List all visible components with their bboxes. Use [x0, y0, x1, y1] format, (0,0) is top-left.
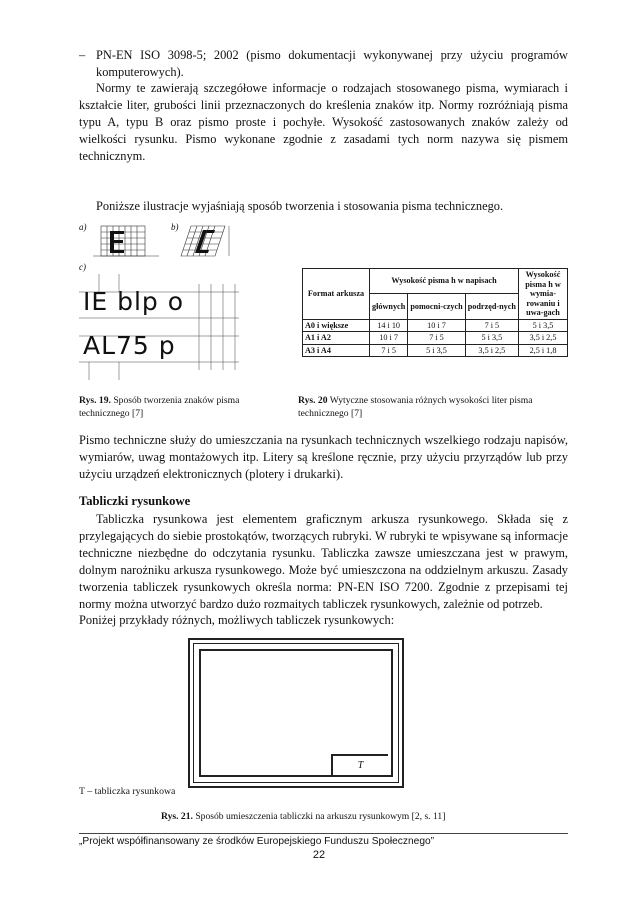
- header-auxiliary: pomocni-czych: [408, 294, 465, 319]
- figure-21-caption: [161, 810, 445, 823]
- figure-19-caption-text: Sposób tworzenia znaków pisma technicznego [7]: [79, 395, 240, 419]
- figure-21-drawing: [188, 638, 404, 788]
- header-height-inscription: Wysokość pisma h w napisach: [370, 269, 519, 294]
- cell-dim: 2,5 i 1,8: [519, 344, 568, 357]
- cell-main: 7 i 5: [370, 344, 408, 357]
- header-main: głównych: [370, 294, 408, 319]
- table-row: [303, 319, 568, 332]
- footer-text: „Projekt współfinansowany ze środków Europejskiego Funduszu Społecznego”: [79, 836, 435, 847]
- figure-19-label-c: c): [79, 262, 86, 272]
- figure-19-sample-line-1: IE blp o: [83, 287, 185, 316]
- cell-sub: 7 i 5: [465, 319, 518, 332]
- figure-21-caption-number: Rys. 21.: [161, 811, 193, 822]
- cell-sub: 5 i 3,5: [465, 332, 518, 345]
- figure-20-caption-text: Wytyczne stosowania różnych wysokości liter pisma technicznego [7]: [298, 395, 533, 419]
- paragraph-norms: Normy te zawierają szczegółowe informacje o rodzajach stosowanego pisma, wymiarach i kształcie liter, grubości linii przeznaczonych do kreślenia znaków itp. Normy rozróżniają pisma typu A, typu B oraz pismo proste i pochyłe. Wysokość zastosowanych znaków zależy od wielkości rysunku. Pismo wykonane zgodnie z zasadami tych norm nazywa się pismem technicznym.: [79, 81, 568, 163]
- paragraph-technical-lettering: Pismo techniczne służy do umieszczania na rysunkach technicznych wszelkiego rodzaju napisów, wymiarów, uwag montażowych itp. Litery są kreślone ręcznie, przy użyciu przyrządów lub przy użyciu urządzeń elektronicznych (plotery i drukarki).: [79, 433, 568, 481]
- cell-main: 14 i 10: [370, 319, 408, 332]
- cell-aux: 5 i 3,5: [408, 344, 465, 357]
- bullet-text: PN-EN ISO 3098-5; 2002 (pismo dokumentacji wykonywanej przy użyciu programów komputerowych).: [96, 48, 568, 79]
- figure-20-caption-number: Rys. 20: [298, 395, 328, 406]
- figure-21-caption-text: Sposób umieszczenia tabliczki na arkuszu rysunkowym [2, s. 11]: [195, 811, 446, 822]
- cell-sub: 3,5 i 2,5: [465, 344, 518, 357]
- header-subordinate: podrzęd-nych: [465, 294, 518, 319]
- paragraph-illustrations: Poniższe ilustracje wyjaśniają sposób tworzenia i stosowania pisma technicznego.: [96, 199, 504, 213]
- figure-19-caption-number: Rys. 19.: [79, 395, 111, 406]
- table-row: [303, 332, 568, 345]
- figure-19-caption: [79, 394, 289, 420]
- figure-19-sample-line-2: AL75 p: [83, 331, 176, 360]
- figure-20-table: [302, 268, 568, 357]
- title-block: T: [331, 754, 388, 775]
- footer-divider: [79, 833, 568, 834]
- cell-format: A1 i A2: [303, 332, 370, 345]
- page-number: 22: [312, 849, 326, 861]
- figure-19-drawing: [79, 222, 259, 382]
- header-height-dimension: Wysokość pisma h w wymia-rowaniu i uwa-gach: [519, 269, 568, 320]
- figure-20-caption: [298, 394, 568, 420]
- figure-19-label-a: a): [79, 222, 87, 232]
- cell-format: A3 i A4: [303, 344, 370, 357]
- section-heading: Tabliczki rysunkowe: [79, 494, 191, 508]
- paragraph-examples: Poniżej przykłady różnych, możliwych tabliczek rysunkowych:: [79, 613, 395, 627]
- cell-format: A0 i większe: [303, 319, 370, 332]
- header-format: Format arkusza: [303, 269, 370, 320]
- figure-19-label-b: b): [171, 222, 179, 232]
- cell-dim: 5 i 3,5: [519, 319, 568, 332]
- cell-aux: 10 i 7: [408, 319, 465, 332]
- cell-main: 10 i 7: [370, 332, 408, 345]
- cell-aux: 7 i 5: [408, 332, 465, 345]
- figure-21-legend: T – tabliczka rysunkowa: [79, 786, 176, 797]
- cell-dim: 3,5 i 2,5: [519, 332, 568, 345]
- table-row: [303, 344, 568, 357]
- bullet-marker: –: [79, 48, 86, 62]
- paragraph-title-block: Tabliczka rysunkowa jest elementem graficznym arkusza rysunkowego. Składa się z przylegających do siebie prostokątów, tworzących rubryki. W rubryki te wpisywane są informacje techniczne niezbędne do odczytania rysunku. Tabliczka zawsze umieszczana jest w prawym, dolnym narożniku arkusza rysunkowego. Może być umieszczona na oddzielnym arkuszu. Zasady tworzenia tabliczek rysunkowych określa norma: PN-EN ISO 7200. Zgodnie z przepisami tej normy można utworzyć bardzo dużo rozmaitych tabliczek rysunkowych, zależnie od potrzeb.: [79, 512, 568, 611]
